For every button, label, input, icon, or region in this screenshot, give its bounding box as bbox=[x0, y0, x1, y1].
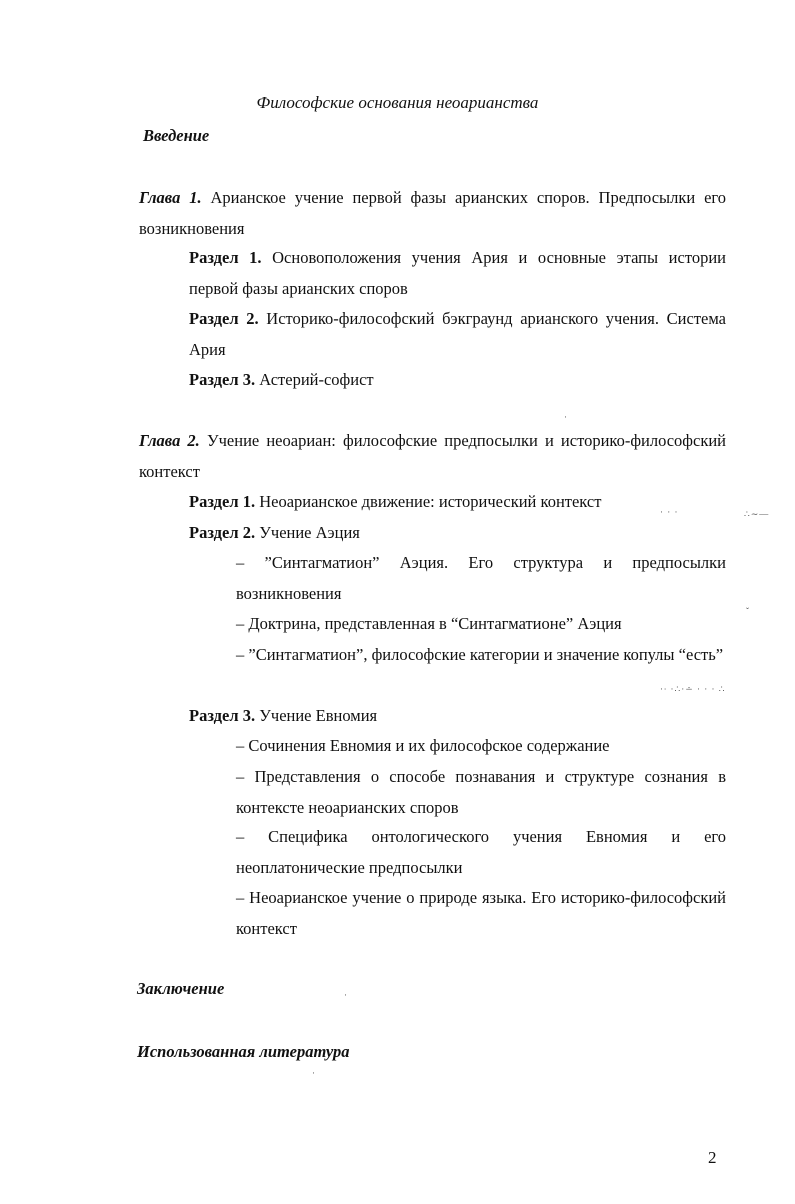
page-number: 2 bbox=[708, 1148, 717, 1167]
scan-speck: ˇ bbox=[746, 606, 750, 616]
chapter-1-label: Глава 1. bbox=[139, 188, 202, 207]
section-3-item-3: – Специфика онтологического учения Евномия и его неоплатонические предпосылки bbox=[236, 827, 726, 877]
chapter-2-section-1 bbox=[189, 486, 726, 517]
section-label: Раздел 3. bbox=[189, 370, 256, 389]
scan-speck: ∴∼— bbox=[744, 509, 770, 519]
section-text: Основоположения учения Ария и основные этапы истории первой фазы арианских споров bbox=[189, 248, 726, 298]
scan-speck: · · · bbox=[660, 507, 679, 517]
section-2-item-3: – ”Синтагматион”, философские категории и значение копулы “есть” bbox=[236, 645, 724, 664]
section-text: Учение Евномия bbox=[259, 706, 378, 725]
section-text: Учение Аэция bbox=[259, 523, 360, 542]
scan-speck: ·∙ ·∴·∸ · · · ∴ bbox=[660, 684, 726, 694]
scan-speck: · bbox=[564, 412, 568, 422]
chapter-1-section-3 bbox=[189, 364, 726, 395]
chapter-2-entry bbox=[139, 425, 726, 487]
section-2-item-2: – Доктрина, представленная в “Синтагматионе” Аэция bbox=[236, 614, 622, 633]
section-2-item-1: – ”Синтагматион” Аэция. Его структура и предпосылки возникновения bbox=[236, 553, 726, 603]
section-label: Раздел 2. bbox=[189, 523, 256, 542]
chapter-2-text: Учение неоариан: философские предпосылки и историко-философский контекст bbox=[139, 431, 726, 481]
chapter-2-section-2 bbox=[189, 517, 726, 548]
section-3-item-1: – Сочинения Евномия и их философское содержание bbox=[236, 736, 610, 755]
section-label: Раздел 1. bbox=[189, 248, 262, 267]
document-title: Философские основания неоарианства bbox=[256, 93, 539, 112]
section-label: Раздел 2. bbox=[189, 309, 259, 328]
section-text: Историко-философский бэкграунд арианского учения. Система Ария bbox=[189, 309, 727, 359]
section-label: Раздел 3. bbox=[189, 706, 256, 725]
section-3-item-4: – Неоарианское учение о природе языка. Его историко-философский контекст bbox=[236, 888, 726, 938]
references-heading: Использованная литература bbox=[137, 1042, 350, 1061]
section-text: Неоарианское движение: исторический контекст bbox=[259, 492, 602, 511]
chapter-1-section-2 bbox=[189, 303, 726, 365]
conclusion-heading: Заключение bbox=[137, 979, 225, 998]
section-3-item-2: – Представления о способе познавания и структуре сознания в контексте неоарианских споров bbox=[236, 767, 726, 817]
chapter-2-section-3 bbox=[189, 700, 726, 731]
chapter-1-entry bbox=[139, 182, 726, 244]
section-label: Раздел 1. bbox=[189, 492, 256, 511]
scan-speck: · bbox=[312, 1068, 316, 1078]
chapter-1-text: Арианское учение первой фазы арианских споров. Предпосылки его возникновения bbox=[139, 188, 727, 238]
chapter-1-section-1 bbox=[189, 242, 726, 304]
chapter-2-label: Глава 2. bbox=[139, 431, 200, 450]
section-text: Астерий-софист bbox=[259, 370, 374, 389]
intro-heading: Введение bbox=[143, 126, 210, 145]
scan-speck: · bbox=[344, 990, 348, 1000]
